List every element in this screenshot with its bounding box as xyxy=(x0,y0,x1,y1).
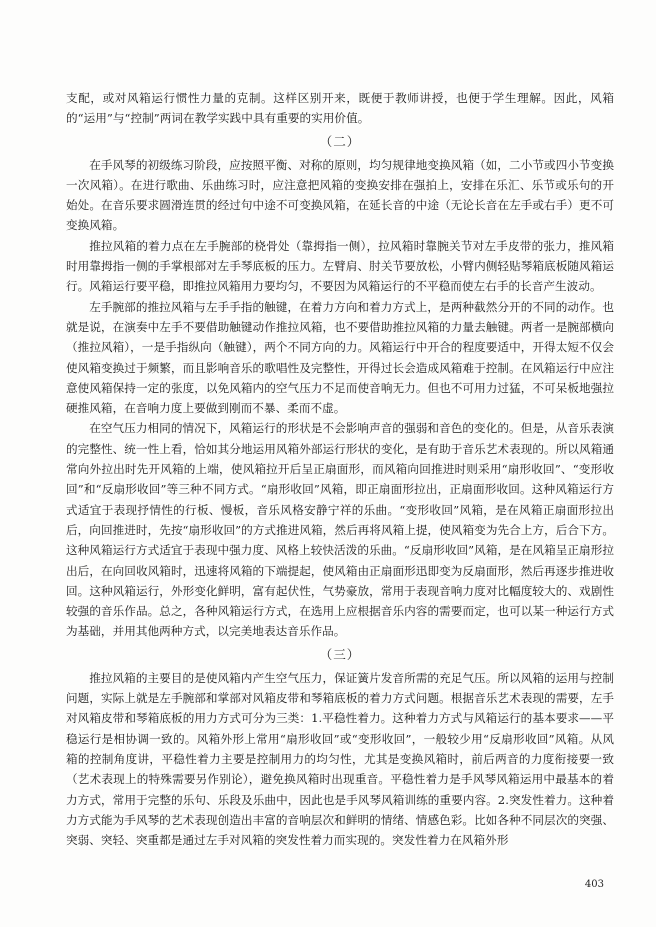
paragraph-bellows-shape: 在空气压力相同的情况下，风箱运行的形状是不会影响声音的强弱和音色的变化的。但是，从音乐表演的完整性、统一性上看，恰如其分地运用风箱外部运行形状的变化，是有助于音乐艺术表现的。所以风箱通常向外拉出时先开风箱的上端，使风箱拉开后呈正扇面形，而风箱向回推进时则采用“扇形收回”、“变形收回”和“反扇形收回”等三种不同方式。“扇形收回”风箱，即正扇面形拉出，正扇面形收回。这种风箱运行方式适宜于表现抒情性的行板、慢板，音乐风格安静宁祥的乐曲。“变形收回”风箱，是在风箱正扇面形拉出后，向回推进时，先按“扇形收回”的方式推进风箱，然后再将风箱上提，使风箱变为先合上方，后合下方。这种风箱运行方式适宜于表现中强力度、风格上较快活泼的乐曲。“反扇形收回”风箱，是在风箱呈正扇形拉出后，在向回收风箱时，迅速将风箱的下端提起，使风箱由正扇面形迅即变为反扇面形，然后再逐步推进收回。这种风箱运行，外形变化鲜明，富有起伏性，气势豪放，常用于表现音响力度对比幅度较大的、戏剧性较强的音乐作品。总之，各种风箱运行方式，在选用上应根据音乐内容的需要而定，也可以某一种运行方式为基础，并用其他两种方式，以完美地表达音乐作品。 xyxy=(66,421,614,639)
section-heading-three: （三） xyxy=(319,646,361,662)
section-heading-two: （二） xyxy=(319,133,361,149)
paragraph-air-pressure: 推拉风箱的主要目的是使风箱内产生空气压力，保证簧片发音所需的充足气压。所以风箱的运用与控制问题，实际上就是左手腕部和掌部对风箱皮带和琴箱底板的着力方式问题。根据音乐艺术表现的需要，左手对风箱皮带和琴箱底板的用力方式可分为三类：1.平稳性着力。这种着力方式与风箱运行的基本要求——平稳运行是相协调一致的。风箱外形上常用“扇形收回”或“变形收回”，一般较少用“反扇形收回”风箱。从风箱的控制角度讲，平稳性着力主要是控制用力的均匀性，尤其是变换风箱时，前后两音的力度衔接要一致（艺术表现上的特殊需要另作别论），避免换风箱时出现重音。平稳性着力是手风琴风箱运用中最基本的着力方式，常用于完整的乐句、乐段及乐曲中，因此也是手风琴风箱训练的重要内容。2.突发性着力。这种着力方式能为手风琴的艺术表现创造出丰富的音响层次和鲜明的情绪、情感色彩。比如各种不同层次的突强、突弱、突轻、突重都是通过左手对风箱的突发性着力而实现的。突发性着力在风箱外形 xyxy=(66,670,614,848)
page-number: 403 xyxy=(584,879,604,890)
paragraph-force-point: 推拉风箱的着力点在左手腕部的桡骨处（靠拇指一侧），拉风箱时靠腕关节对左手皮带的张力，推风箱时用靠拇指一侧的手掌根部对左手琴底板的压力。左臂肩、肘关节要放松，小臂内侧轻贴琴箱底板随风箱运行。风箱运行要平稳，即推拉风箱用力要均匀，不要因为风箱运行的不平稳而使左右手的长音产生波动。 xyxy=(66,238,614,294)
page-body xyxy=(66,88,614,850)
paragraph-wrist-vs-finger: 左手腕部的推拉风箱与左手手指的触键，在着力方向和着力方式上，是两种截然分开的不同的动作。也就是说，在演奏中左手不要借助触键动作推拉风箱，也不要借助推拉风箱的力量去触键。两者一是腕部横向（推拉风箱），一是手指纵向（触键），两个不同方向的力。风箱运行中开合的程度要适中，开得太短不仅会使风箱变换过于频繁，而且影响音乐的歌唱性及完整性，开得过长会造成风箱难于控制。在风箱运行中应注意使风箱保持一定的张度，以免风箱内的空气压力不足而使音响无力。但也不可用力过猛，不可呆板地强拉硬推风箱，在音响力度上要做到刚而不暴、柔而不虚。 xyxy=(66,299,614,416)
paragraph-intro: 支配，或对风箱运行惯性力量的克制。这样区别开来，既便于教师讲授，也便于学生理解。因此，风箱的“运用”与“控制”两词在教学实践中具有重要的实用价值。 xyxy=(66,91,614,126)
paragraph-practice-stage: 在手风琴的初级练习阶段，应按照平衡、对称的原则，均匀规律地变换风箱（如，二小节或四小节变换一次风箱）。在进行歌曲、乐曲练习时，应注意把风箱的变换安排在强拍上，安排在乐汇、乐节或乐句的开始处。在音乐要求圆滑连贯的经过句中途不可变换风箱，在延长音的中途（无论长音在左手或右手）更不可变换风箱。 xyxy=(66,157,614,233)
